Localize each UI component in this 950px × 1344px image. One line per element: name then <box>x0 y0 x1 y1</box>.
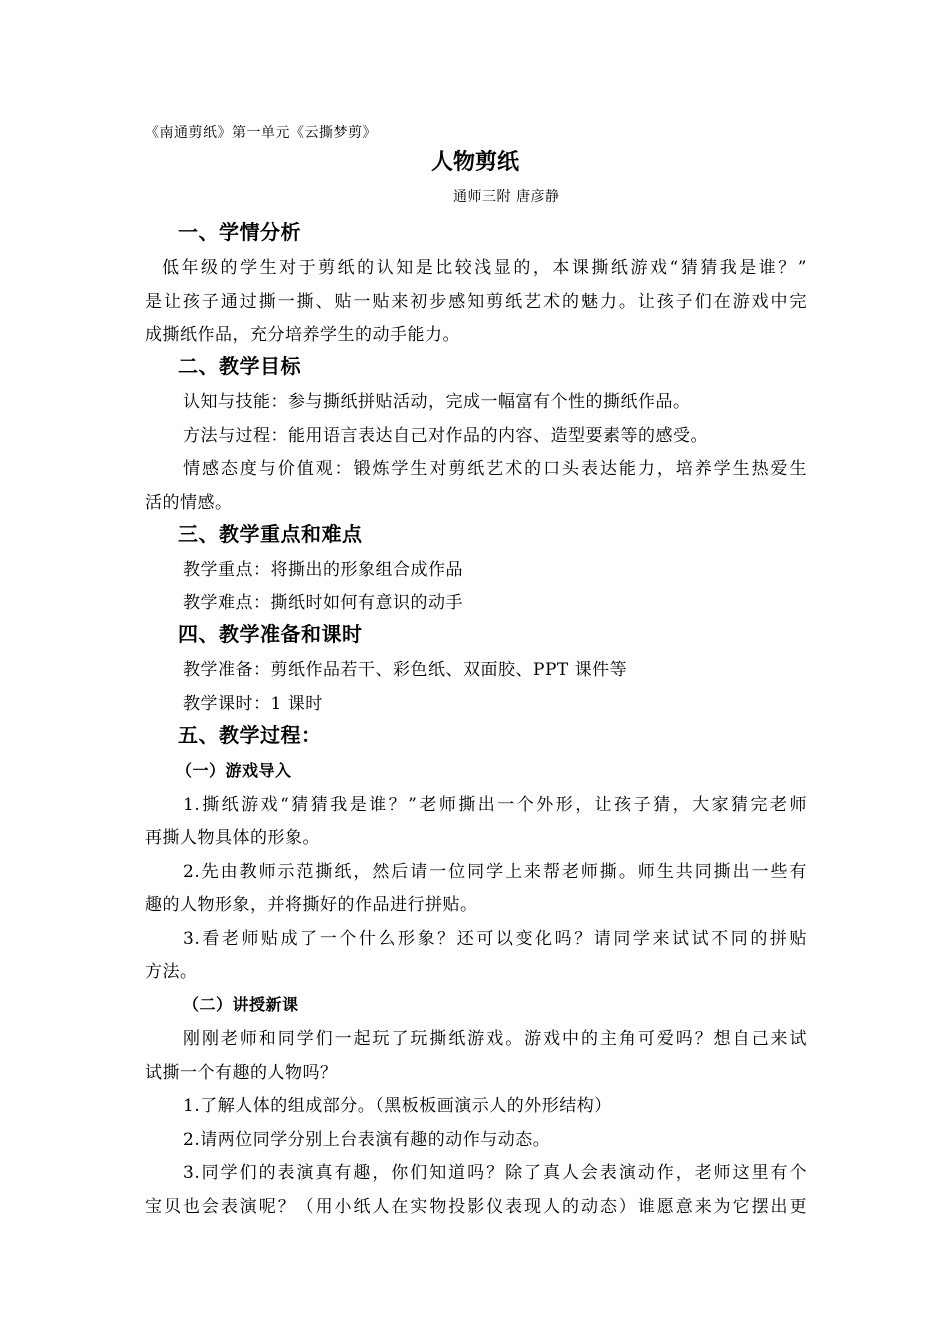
paragraph-line: 是让孩子通过撕一撕、贴一贴来初步感知剪纸艺术的魅力。让孩子们在游戏中完 <box>145 292 807 312</box>
section-heading-2: 二、教学目标 <box>178 354 301 378</box>
paragraph-line: 教学重点：将撕出的形象组合成作品 <box>183 560 463 580</box>
paragraph-line: 1.了解人体的组成部分。（黑板板画演示人的外形结构） <box>183 1096 612 1116</box>
paragraph-line: 认知与技能：参与撕纸拼贴活动，完成一幅富有个性的撕纸作品。 <box>183 392 691 412</box>
paragraph-line: 情感态度与价值观：锻炼学生对剪纸艺术的口头表达能力，培养学生热爱生 <box>183 459 807 479</box>
paragraph-line: 3.同学们的表演真有趣，你们知道吗？除了真人会表演动作，老师这里有个 <box>183 1163 807 1183</box>
paragraph-line: 1.撕纸游戏“猜猜我是谁？”老师撕出一个外形，让孩子猜，大家猜完老师 <box>183 795 807 815</box>
section-heading-1: 一、学情分析 <box>178 220 301 244</box>
subsection-heading-2: （二）讲授新课 <box>183 995 299 1014</box>
page-title: 人物剪纸 <box>430 150 519 175</box>
section-heading-4: 四、教学准备和课时 <box>178 622 363 646</box>
paragraph-line: 活的情感。 <box>145 493 233 513</box>
paragraph-line: 低年级的学生对于剪纸的认知是比较浅显的，本课撕纸游戏“猜猜我是谁？” <box>162 258 807 278</box>
unit-line: 《南通剪纸》第一单元《云撕梦剪》 <box>145 125 377 141</box>
paragraph-line: 教学准备：剪纸作品若干、彩色纸、双面胶、PPT 课件等 <box>183 660 628 680</box>
section-heading-5: 五、教学过程： <box>178 723 322 747</box>
paragraph-line: 方法与过程：能用语言表达自己对作品的内容、造型要素等的感受。 <box>183 426 708 446</box>
paragraph-line: 教学难点：撕纸时如何有意识的动手 <box>183 593 463 613</box>
paragraph-line: 2.请两位同学分别上台表演有趣的动作与动态。 <box>183 1130 551 1150</box>
paragraph-line: 试撕一个有趣的人物吗？ <box>145 1063 338 1083</box>
paragraph-line: 宝贝也会表演呢？（用小纸人在实物投影仪表现人的动态）谁愿意来为它摆出更 <box>145 1197 807 1217</box>
section-heading-3: 三、教学重点和难点 <box>178 522 363 546</box>
paragraph-line: 教学课时：1 课时 <box>183 694 323 714</box>
paragraph-line: 成撕纸作品，充分培养学生的动手能力。 <box>145 325 460 345</box>
paragraph-line: 再撕人物具体的形象。 <box>145 828 320 848</box>
paragraph-line: 趣的人物形象，并将撕好的作品进行拼贴。 <box>145 895 478 915</box>
paragraph-line: 刚刚老师和同学们一起玩了玩撕纸游戏。游戏中的主角可爱吗？想自己来试 <box>183 1029 807 1049</box>
subsection-heading-1: （一）游戏导入 <box>176 761 292 780</box>
paragraph-line: 3.看老师贴成了一个什么形象？还可以变化吗？请同学来试试不同的拼贴 <box>183 929 807 949</box>
author-line: 通师三附 唐彦静 <box>453 189 560 205</box>
paragraph-line: 2.先由教师示范撕纸，然后请一位同学上来帮老师撕。师生共同撕出一些有 <box>183 862 807 882</box>
paragraph-line: 方法。 <box>145 962 198 982</box>
